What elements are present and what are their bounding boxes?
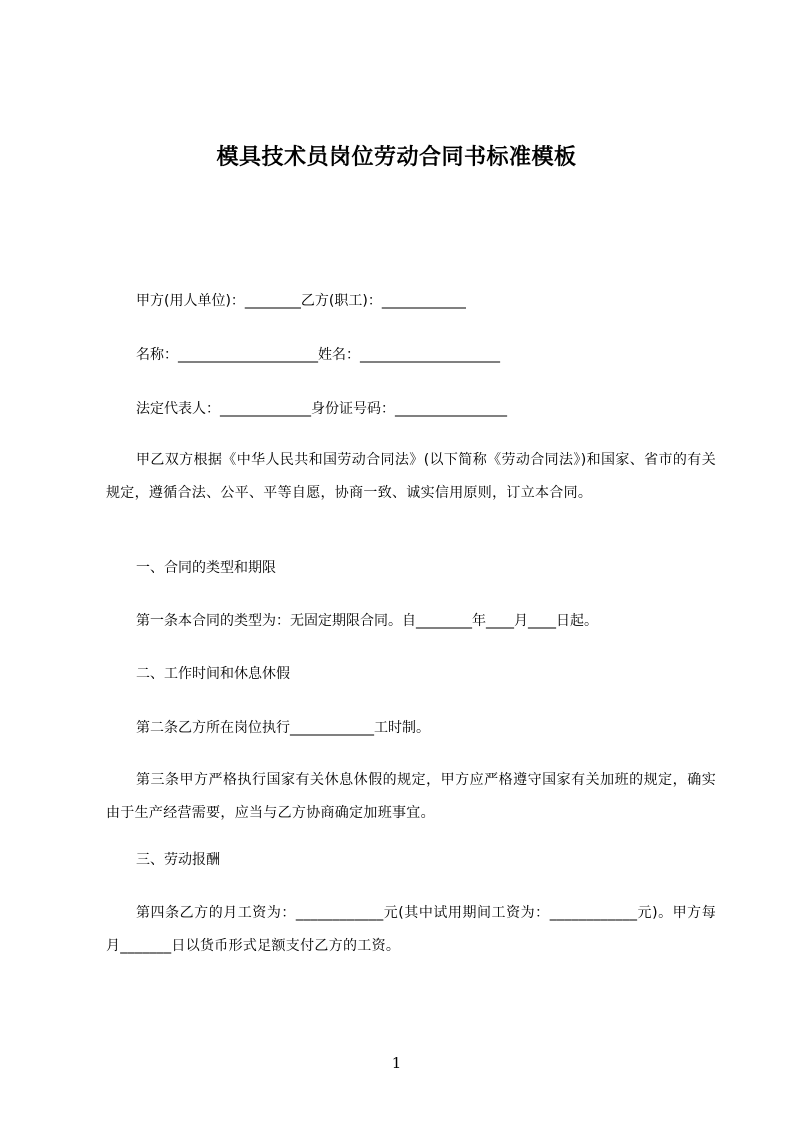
article-1: 第一条本合同的类型为：无固定期限合同。自________年____月____日起。 (136, 613, 598, 629)
document-title: 模具技术员岗位劳动合同书标准模板 (216, 145, 577, 170)
section-2-heading: 二、工作时间和休息休假 (136, 666, 290, 682)
legal-representative-line: 法定代表人：_____________身份证号码：________________ (136, 401, 507, 417)
article-3: 第三条甲方严格执行国家有关休息休假的规定，甲方应严格遵守国家有关加班的规定，确实由于生产经营需要，应当与乙方协商确定加班事宜。 (106, 772, 716, 821)
section-1-heading: 一、合同的类型和期限 (136, 560, 276, 576)
article-4: 第四条乙方的月工资为：____________元(其中试用期间工资为：____________元)。甲方每月_______日以货币形式足额支付乙方的工资。 (106, 905, 716, 954)
article-2: 第二条乙方所在岗位执行____________工时制。 (136, 720, 430, 736)
section-3-heading: 三、劳动报酬 (136, 852, 220, 868)
name-line: 名称：____________________姓名：____________________ (136, 347, 500, 363)
page-number: 1 (391, 1054, 402, 1072)
party-line: 甲方(用人单位)：________乙方(职工)：____________ (136, 293, 466, 309)
preamble-paragraph: 甲乙双方根据《中华人民共和国劳动合同法》(以下简称《劳动合同法》)和国家、省市的有关规定，遵循合法、公平、平等自愿，协商一致、诚实信用原则，订立本合同。 (106, 452, 716, 501)
